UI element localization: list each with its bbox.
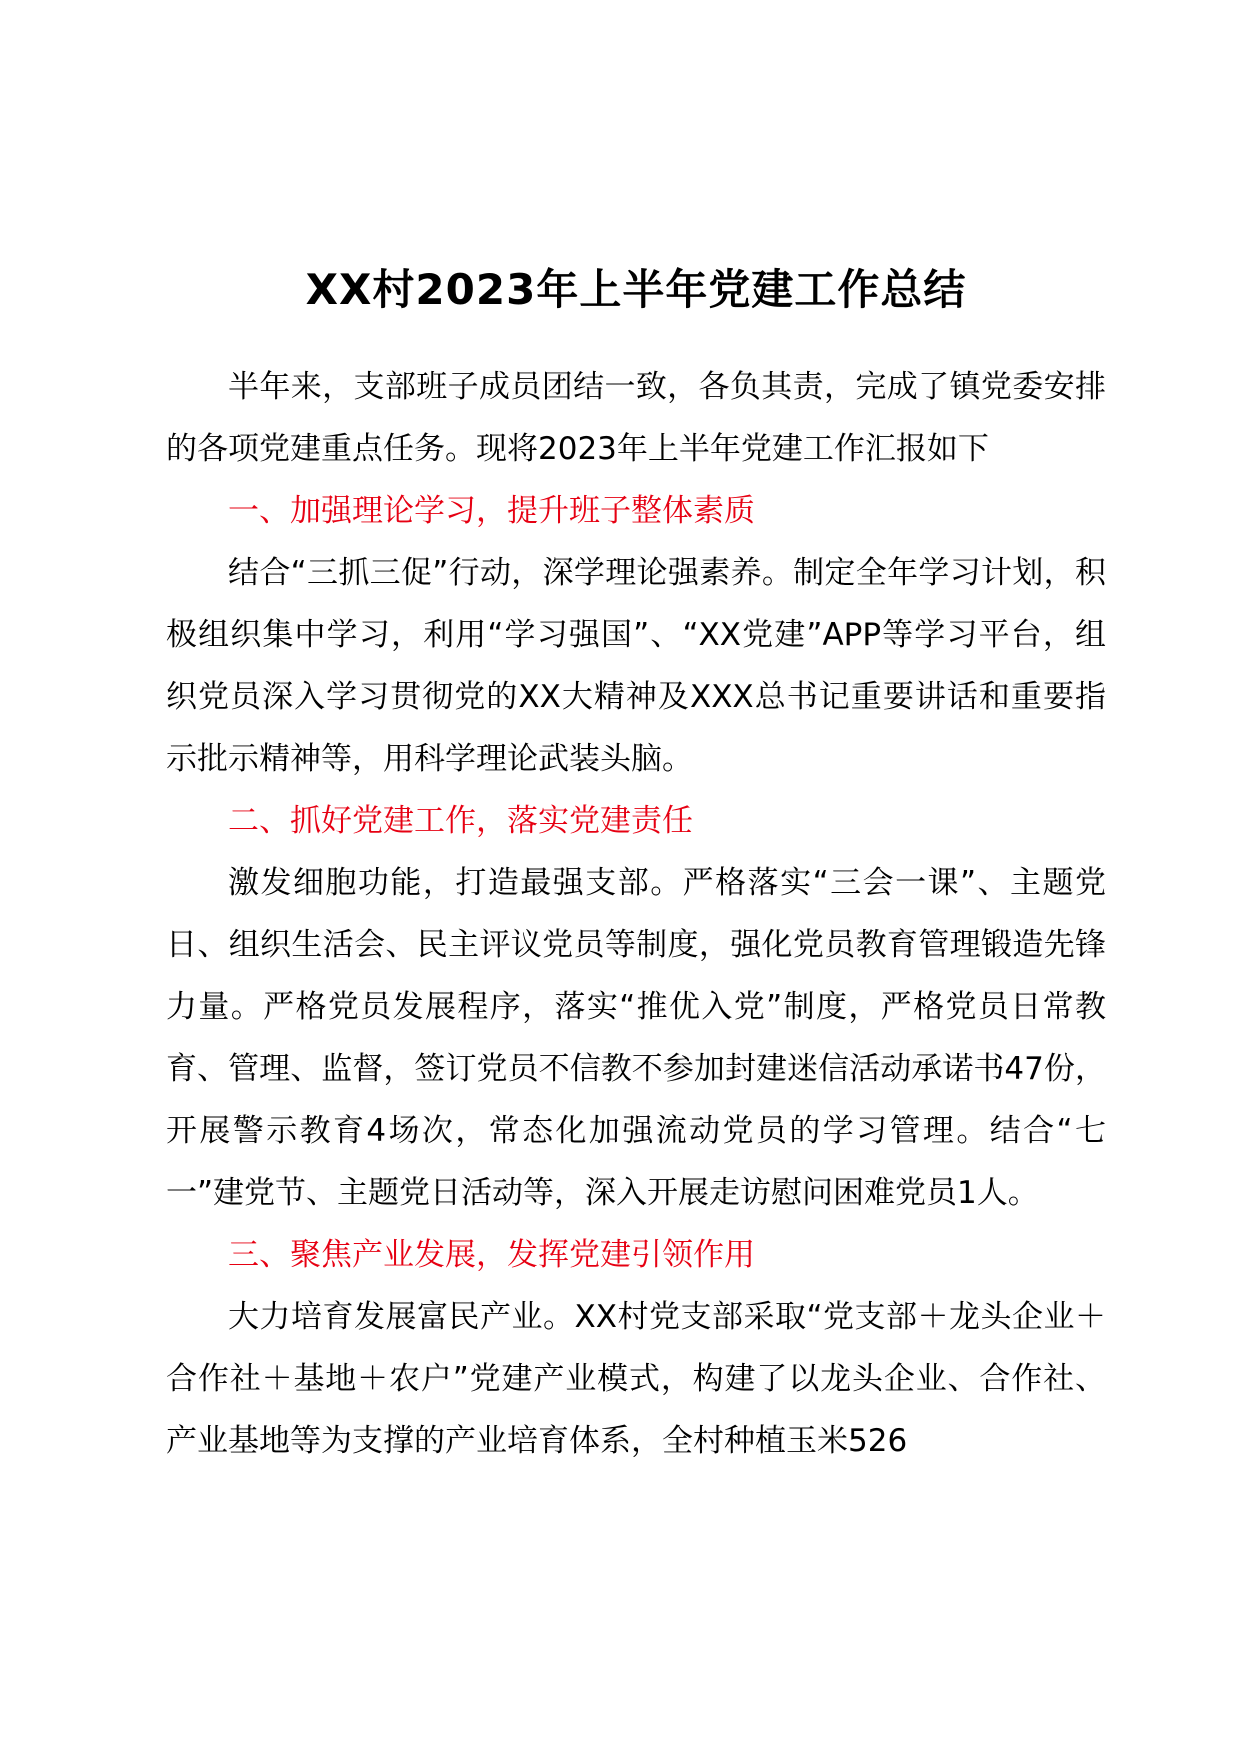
document-title: XX村2023年上半年党建工作总结 <box>305 265 967 314</box>
document-body <box>166 260 1106 1472</box>
section-3-body: 大力培育发展富民产业。XX村党支部采取“党支部＋龙头企业＋合作社＋基地＋农户”党建产业模式，构建了以龙头企业、合作社、产业基地等为支撑的产业培育体系，全村种植玉米526 <box>166 1299 1106 1459</box>
section-1-body: 结合“三抓三促”行动，深学理论强素养。制定全年学习计划，积极组织集中学习，利用“学习强国”、“XX党建”APP等学习平台，组织党员深入学习贯彻党的XX大精神及XXX总书记重要讲话和重要指示批示精神等，用科学理论武装头脑。 <box>166 555 1106 777</box>
intro-paragraph: 半年来，支部班子成员团结一致，各负其责，完成了镇党委安排的各项党建重点任务。现将2023年上半年党建工作汇报如下 <box>166 369 1106 467</box>
section-2-heading: 二、抓好党建工作，落实党建责任 <box>228 803 693 839</box>
section-3-heading: 三、聚焦产业发展，发挥党建引领作用 <box>228 1237 755 1273</box>
section-1-heading: 一、加强理论学习，提升班子整体素质 <box>228 493 755 529</box>
section-2-body: 激发细胞功能，打造最强支部。严格落实“三会一课”、主题党日、组织生活会、民主评议党员等制度，强化党员教育管理锻造先锋力量。严格党员发展程序，落实“推优入党”制度，严格党员日常教育、管理、监督，签订党员不信教不参加封建迷信活动承诺书47份，开展警示教育4场次，常态化加强流动党员的学习管理。结合“七一”建党节、主题党日活动等，深入开展走访慰问困难党员1人。 <box>166 865 1106 1211</box>
